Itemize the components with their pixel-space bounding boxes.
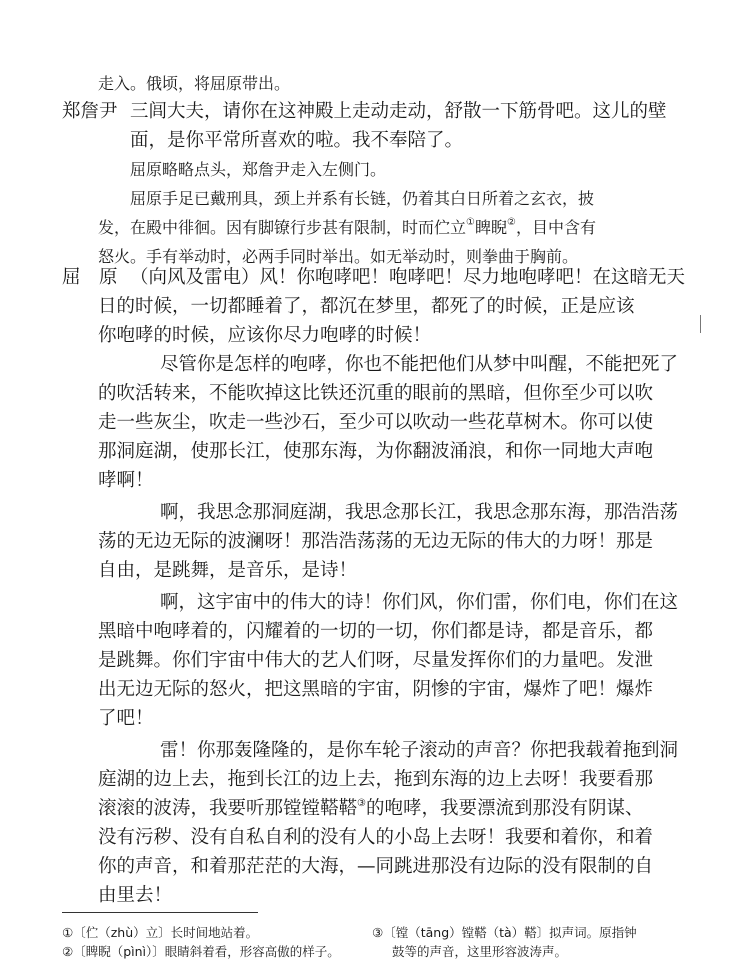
footnote-ref-3: ③ [357,798,366,809]
dialogue-line: 哮啊！ [98,470,154,491]
footnote-divider [62,912,258,913]
dialogue-line: 由里去！ [98,885,173,906]
dialogue-line: 出无边无际的怒火，把这黑暗的宇宙，阴惨的宇宙，爆炸了吧！爆炸 [98,679,654,700]
dialogue-line: 你咆哮的时候，应该你尽力咆哮的时候！ [98,325,432,346]
dialogue-line: 面，是你平常所喜欢的啦。我不奉陪了。 [130,130,464,151]
stage-direction [98,217,596,242]
dialogue-line: 啊，这宇宙中的伟大的诗！你们风，你们雷，你们电，你们在这 [160,592,679,613]
dialogue-line: 三闾大夫，请你在这神殿上走动走动，舒散一下筋骨吧。这儿的壁 [130,101,667,122]
stage-direction: 屈原手足已戴刑具，颈上并系有长链，仍着其白日所着之玄衣，披 [130,189,595,208]
dialogue-line: 了吧！ [98,708,154,729]
dialogue-text: 滚滚的波涛，我要听那镗镗鞳鞳 [98,798,358,819]
dialogue-line: 没有污秽、没有自私自利的没有人的小岛上去呀！我要和着你，和着 [98,827,654,848]
stage-direction: 走入。俄顷，将屈原带出。 [98,74,291,93]
stage-direction: 怒火。手有举动时，必两手同时举出。如无举动时，则拳曲于胸前。 [98,247,579,266]
stage-direction-text: 睥睨 [474,218,507,237]
footnote-2: ②〔睥睨（pìnì）〕眼睛斜着看，形容高傲的样子。 [62,944,340,959]
dialogue-line: 是跳舞。你们宇宙中伟大的艺人们呀，尽量发挥你们的力量吧。发泄 [98,650,654,671]
dialogue-line: （向风及雷电）风！你咆哮吧！咆哮吧！尽力地咆哮吧！在这暗无天 [130,267,686,288]
dialogue-text: 的咆哮，我要漂流到那没有阴谋、 [365,798,644,819]
dialogue-line: 尽管你是怎样的咆哮，你也不能把他们从梦中叫醒，不能把死了 [160,354,679,375]
dialogue-line: 走一些灰尘，吹走一些沙石，至少可以吹动一些花草树木。你可以使 [98,412,654,433]
dialogue-line: 庭湖的边上去，拖到长江的边上去，拖到东海的边上去呀！我要看那 [98,769,654,790]
dialogue-line: 的吹活转来，不能吹掉这比铁还沉重的眼前的黑暗，但你至少可以吹 [98,383,654,404]
dialogue-line: 黑暗中咆哮着的，闪耀着的一切的一切，你们都是诗，都是音乐，都 [98,621,654,642]
stage-direction-text: 发，在殿中徘徊。因有脚镣行步甚有限制，时而伫立 [98,218,467,237]
dialogue-line: 你的声音，和着那茫茫的大海，—同跳进那没有边际的没有限制的自 [98,856,654,877]
footnote-ref-1: ① [466,217,475,228]
footnote-3-continued: 鼓等的声音，这里形容波涛声。 [392,944,568,959]
footnote-3: ③〔镗（tāng）镗鞳（tà）鞳〕拟声词。原指钟 [372,925,637,940]
speaker-zheng: 郑詹尹 [62,101,118,122]
text-cursor-mark [700,315,701,333]
dialogue-line [98,798,644,823]
footnote-1: ①〔伫（zhù）立〕长时间地站着。 [62,925,259,940]
dialogue-line: 日的时候，一切都睡着了，都沉在梦里，都死了的时候，正是应该 [98,296,635,317]
stage-direction-text: ，目中含有 [515,218,596,237]
dialogue-line: 啊，我思念那洞庭湖，我思念那长江，我思念那东海，那浩浩荡 [160,502,679,523]
footnote-ref-2: ② [507,217,516,228]
dialogue-line: 雷！你那轰隆隆的，是你车轮子滚动的声音？你把我载着拖到洞 [160,740,679,761]
dialogue-line: 荡的无边无际的波澜呀！那浩浩荡荡的无边无际的伟大的力呀！那是 [98,531,654,552]
stage-direction: 屈原略略点头，郑詹尹走入左侧门。 [130,160,387,179]
dialogue-line: 自由，是跳舞，是音乐，是诗！ [98,560,358,581]
speaker-qu: 屈 原 [62,267,118,288]
dialogue-line: 那洞庭湖，使那长江，使那东海，为你翻波涌浪，和你一同地大声咆 [98,441,654,462]
